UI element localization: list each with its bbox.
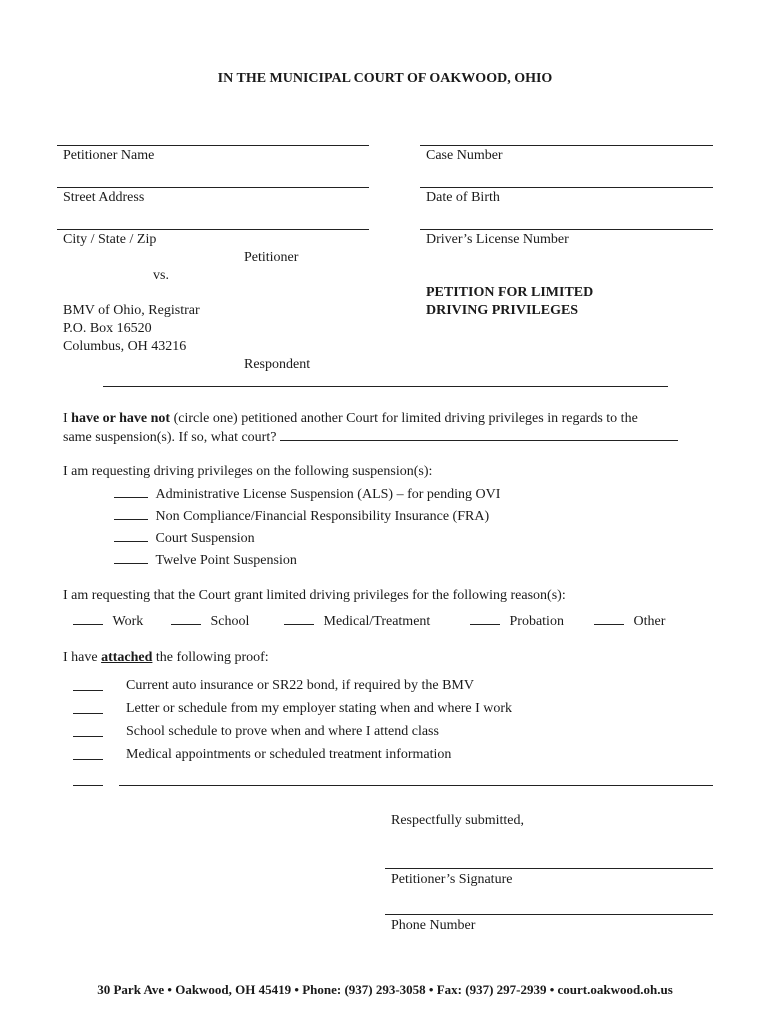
proof-check-blank[interactable]: [73, 724, 103, 737]
signature-line[interactable]: [385, 868, 713, 869]
suspension-check-blank[interactable]: [114, 551, 148, 564]
what-court-field[interactable]: [280, 428, 678, 441]
reason-label: Probation: [509, 614, 564, 629]
suspension-check-blank[interactable]: [114, 507, 148, 520]
proof-heading-attached: attached: [101, 650, 153, 665]
proof-heading-prefix: I have: [63, 650, 98, 665]
caption-divider: [103, 386, 668, 387]
drivers-license-label: Driver’s License Number: [426, 232, 569, 247]
suspension-item: [114, 507, 489, 525]
date-of-birth-label: Date of Birth: [426, 190, 500, 205]
proof-heading: [63, 649, 269, 666]
phone-number-label: Phone Number: [391, 918, 476, 933]
document-title-line1: PETITION FOR LIMITED: [426, 285, 594, 300]
suspension-item: [114, 529, 255, 547]
petitioner-name-label: Petitioner Name: [63, 148, 155, 163]
proof-check-blank[interactable]: [73, 678, 103, 691]
reason-item: [594, 612, 665, 630]
reasons-heading: I am requesting that the Court grant limited driving privileges for the following reason(s):: [63, 588, 566, 603]
date-of-birth-line[interactable]: [420, 187, 713, 188]
reason-check-blank[interactable]: [594, 612, 624, 625]
suspension-label: Court Suspension: [155, 531, 255, 546]
case-number-line[interactable]: [420, 145, 713, 146]
city-state-zip-label: City / State / Zip: [63, 232, 157, 247]
reason-label: Medical/Treatment: [323, 614, 431, 629]
proof-item-label: Current auto insurance or SR22 bond, if required by the BMV: [126, 678, 474, 693]
respondent-name: BMV of Ohio, Registrar: [63, 303, 200, 318]
respondent-city: Columbus, OH 43216: [63, 339, 187, 354]
suspensions-heading: I am requesting driving privileges on the following suspension(s):: [63, 464, 433, 479]
petitioner-caption-label: Petitioner: [244, 250, 299, 265]
respectfully-submitted: Respectfully submitted,: [391, 813, 524, 828]
document-title-line2: DRIVING PRIVILEGES: [426, 303, 579, 318]
proof-heading-suffix: the following proof:: [155, 650, 269, 665]
reason-item: [73, 612, 143, 630]
proof-check-blank[interactable]: [73, 701, 103, 714]
street-address-label: Street Address: [63, 190, 145, 205]
suspension-label: Administrative License Suspension (ALS) – for pending OVI: [155, 487, 501, 502]
phone-number-line[interactable]: [385, 914, 713, 915]
reason-check-blank[interactable]: [470, 612, 500, 625]
suspension-check-blank[interactable]: [114, 529, 148, 542]
suspension-item: [114, 485, 500, 503]
suspension-label: Non Compliance/Financial Responsibility Insurance (FRA): [155, 509, 490, 524]
suspension-label: Twelve Point Suspension: [155, 553, 297, 568]
reason-check-blank[interactable]: [171, 612, 201, 625]
proof-check-blank[interactable]: [73, 747, 103, 760]
respondent-po-box: P.O. Box 16520: [63, 321, 152, 336]
proof-item-label: Letter or schedule from my employer stating when and where I work: [126, 701, 513, 716]
reason-label: School: [210, 614, 250, 629]
respondent-caption-label: Respondent: [244, 357, 311, 372]
proof-item-label: Medical appointments or scheduled treatment information: [126, 747, 452, 762]
street-address-line[interactable]: [57, 187, 369, 188]
prior-petition-rest: (circle one) petitioned another Court for limited driving privileges in regards to the: [173, 411, 638, 426]
suspension-check-blank[interactable]: [114, 485, 148, 498]
case-number-label: Case Number: [426, 148, 503, 163]
reason-check-blank[interactable]: [284, 612, 314, 625]
what-court-label: same suspension(s). If so, what court?: [63, 430, 277, 445]
city-state-zip-line[interactable]: [57, 229, 369, 230]
petitioner-name-line[interactable]: [57, 145, 369, 146]
footer-contact: 30 Park Ave • Oakwood, OH 45419 • Phone: (937) 293-3058 • Fax: (937) 297-2939 • court.oakwood.oh.us: [97, 982, 673, 997]
reason-item: [171, 612, 249, 630]
prior-petition-line1: [63, 410, 638, 427]
proof-check-blank[interactable]: [73, 773, 103, 786]
prior-petition-line2: [63, 428, 678, 446]
reason-label: Other: [633, 614, 666, 629]
proof-item-label: School schedule to prove when and where I attend class: [126, 724, 439, 739]
signature-label: Petitioner’s Signature: [391, 872, 513, 887]
reason-item: [284, 612, 430, 630]
prior-petition-prefix: I: [63, 411, 68, 426]
reason-label: Work: [112, 614, 144, 629]
drivers-license-line[interactable]: [420, 229, 713, 230]
court-title: IN THE MUNICIPAL COURT OF OAKWOOD, OHIO: [217, 71, 553, 86]
proof-other-field[interactable]: [119, 785, 713, 786]
have-or-have-not[interactable]: have or have not: [71, 411, 171, 426]
versus-label: vs.: [153, 268, 169, 283]
reason-item: [470, 612, 564, 630]
reason-check-blank[interactable]: [73, 612, 103, 625]
suspension-item: [114, 551, 297, 569]
